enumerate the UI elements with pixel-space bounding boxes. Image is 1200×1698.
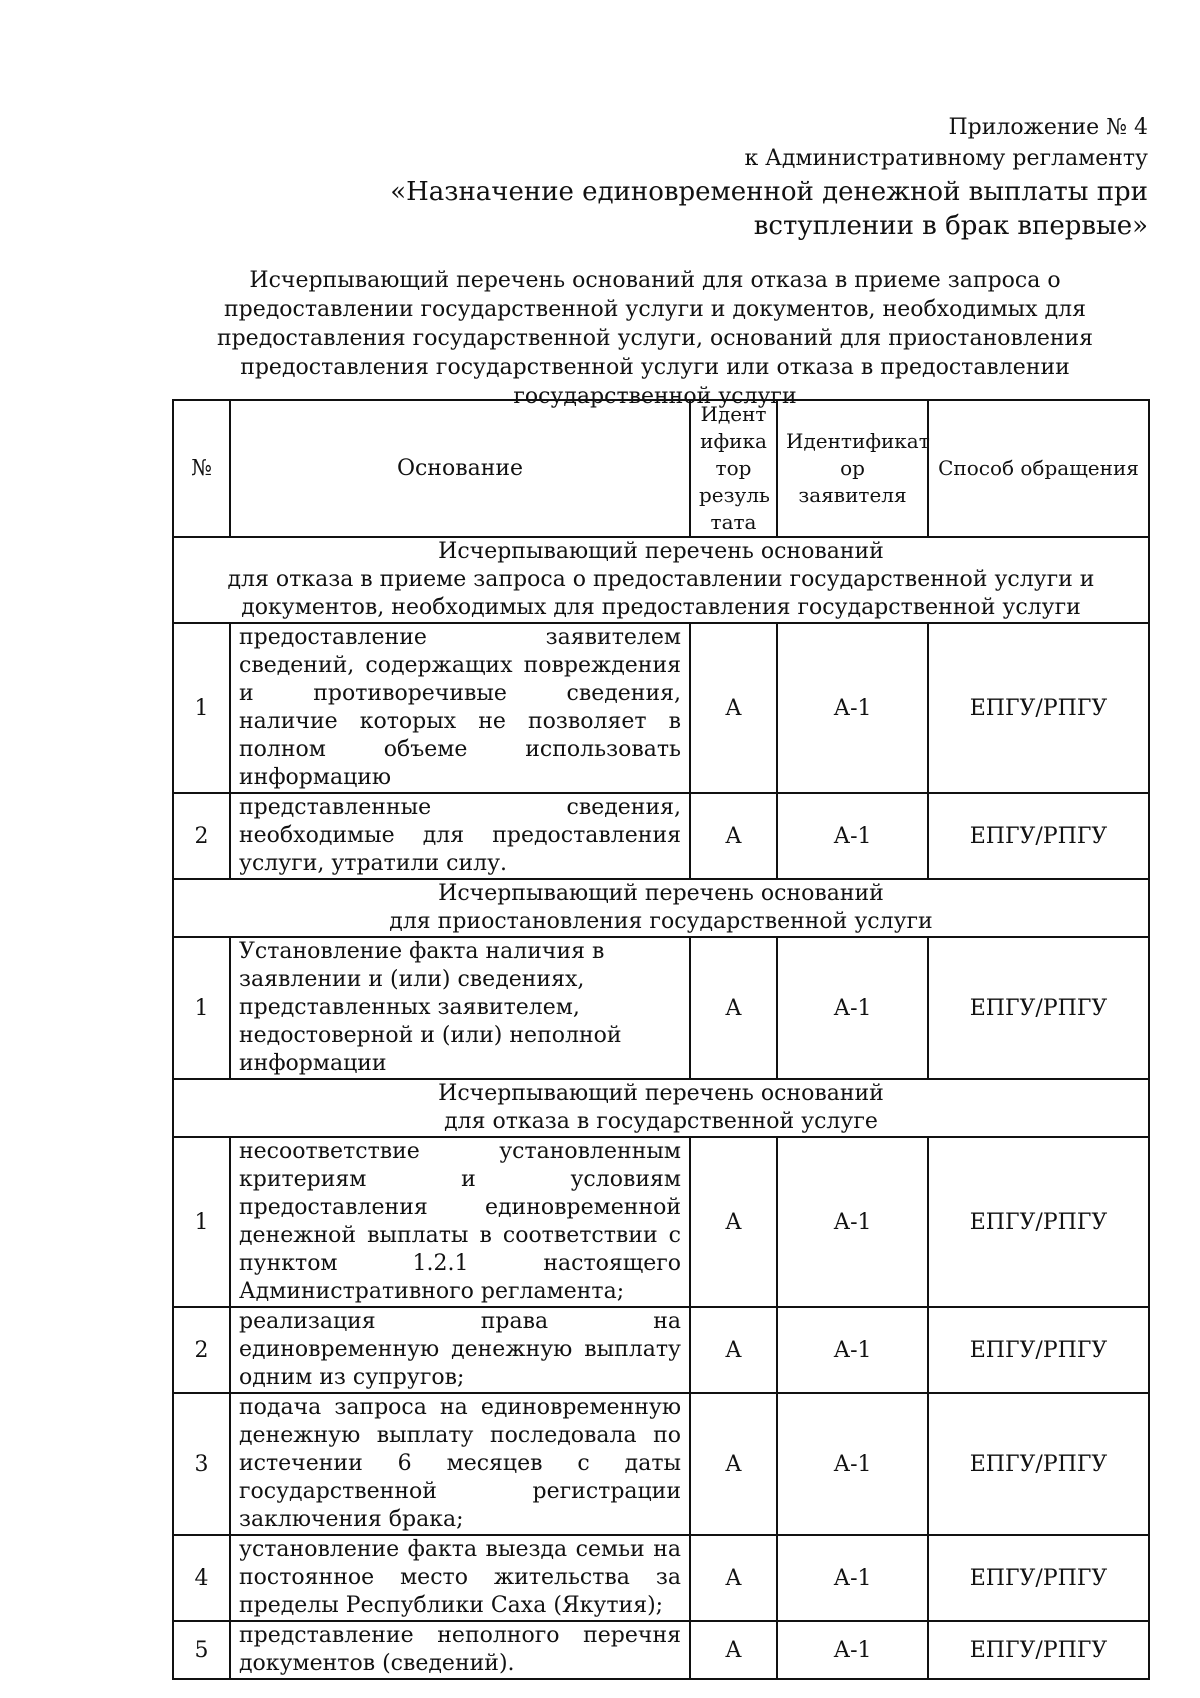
section-title [173, 879, 1149, 937]
row-result-id: А [690, 1535, 777, 1621]
row-applicant-id: А-1 [777, 1393, 928, 1535]
row-method: ЕПГУ/РПГУ [928, 937, 1149, 1079]
header-method: Способ обращения [928, 400, 1149, 537]
row-basis: предоставление заявителем сведений, содержащих повреждения и противоречивые сведения, наличие которых не позволяет в полном объеме использовать информацию [230, 623, 690, 793]
table-row [173, 1137, 1149, 1307]
row-result-id: А [690, 937, 777, 1079]
row-method: ЕПГУ/РПГУ [928, 1621, 1149, 1679]
row-basis: представление неполного перечня документов (сведений). [230, 1621, 690, 1679]
header-result-id: Идент ифика тор резуль тата [690, 400, 777, 537]
row-result-id: А [690, 623, 777, 793]
table-header-row [173, 400, 1149, 537]
section-title-line2: для отказа в государственной услуге [444, 1109, 878, 1134]
row-result-id: А [690, 1137, 777, 1307]
row-number: 1 [173, 623, 230, 793]
row-method: ЕПГУ/РПГУ [928, 623, 1149, 793]
row-basis: Установление факта наличия в заявлении и (или) сведениях, представленных заявителем, недостоверной и (или) неполной информации [230, 937, 690, 1079]
header-number: № [173, 400, 230, 537]
row-basis: установление факта выезда семьи на постоянное место жительства за пределы Республики Саха (Якутия); [230, 1535, 690, 1621]
row-basis: реализация права на единовременную денежную выплату одним из супругов; [230, 1307, 690, 1393]
row-number: 5 [173, 1621, 230, 1679]
section-title-line1: Исчерпывающий перечень оснований [438, 539, 884, 564]
row-applicant-id: А-1 [777, 1535, 928, 1621]
row-number: 1 [173, 1137, 230, 1307]
document-heading: Исчерпывающий перечень оснований для отказа в приеме запроса о предоставлении государственной услуги и документов, необходимых для предоставления государственной услуги, оснований для приостановления предоставления государственной услуги или отказа в предоставлении государственной услуги [216, 268, 1094, 409]
row-method: ЕПГУ/РПГУ [928, 793, 1149, 879]
section-title [173, 1079, 1149, 1137]
section-title-line2: для отказа в приеме запроса о предоставлении государственной услуги и документов, необходимых для предоставления государственной услуги [227, 567, 1095, 620]
row-number: 4 [173, 1535, 230, 1621]
table-row [173, 1393, 1149, 1535]
row-number: 1 [173, 937, 230, 1079]
row-result-id: А [690, 1307, 777, 1393]
row-result-id: А [690, 793, 777, 879]
row-basis: несоответствие установленным критериям и условиям предоставления единовременной денежной выплаты в соответствии с пунктом 1.2.1 настоящего Административного регламента; [230, 1137, 690, 1307]
section-header-row [173, 879, 1149, 937]
section-title-line1: Исчерпывающий перечень оснований [438, 881, 884, 906]
section-header-row [173, 537, 1149, 623]
row-applicant-id: А-1 [777, 1621, 928, 1679]
row-method: ЕПГУ/РПГУ [928, 1307, 1149, 1393]
grounds-table [172, 399, 1150, 1680]
appendix-regulation-ref: к Административному регламенту [744, 146, 1148, 171]
section-title [173, 537, 1149, 623]
section-title-line2: для приостановления государственной услуги [389, 909, 933, 934]
appendix-header [268, 112, 1148, 243]
row-method: ЕПГУ/РПГУ [928, 1393, 1149, 1535]
row-applicant-id: А-1 [777, 623, 928, 793]
row-applicant-id: А-1 [777, 1307, 928, 1393]
row-applicant-id: А-1 [777, 1137, 928, 1307]
row-basis: представленные сведения, необходимые для предоставления услуги, утратили силу. [230, 793, 690, 879]
row-applicant-id: А-1 [777, 793, 928, 879]
row-applicant-id: А-1 [777, 937, 928, 1079]
table-row [173, 1621, 1149, 1679]
section-header-row [173, 1079, 1149, 1137]
row-number: 2 [173, 793, 230, 879]
table-row [173, 1535, 1149, 1621]
appendix-regulation-title: «Назначение единовременной денежной выплаты при вступлении в брак впервые» [390, 177, 1148, 241]
header-basis: Основание [230, 400, 690, 537]
row-result-id: А [690, 1621, 777, 1679]
row-result-id: А [690, 1393, 777, 1535]
appendix-number: Приложение № 4 [948, 115, 1148, 140]
row-method: ЕПГУ/РПГУ [928, 1535, 1149, 1621]
section-title-line1: Исчерпывающий перечень оснований [438, 1081, 884, 1106]
row-method: ЕПГУ/РПГУ [928, 1137, 1149, 1307]
header-applicant-id: Идентификат ор заявителя [777, 400, 928, 537]
row-number: 3 [173, 1393, 230, 1535]
table-row [173, 623, 1149, 793]
table-row [173, 793, 1149, 879]
table-row [173, 1307, 1149, 1393]
row-number: 2 [173, 1307, 230, 1393]
row-basis: подача запроса на единовременную денежную выплату последовала по истечении 6 месяцев с даты государственной регистрации заключения брака; [230, 1393, 690, 1535]
table-row [173, 937, 1149, 1079]
